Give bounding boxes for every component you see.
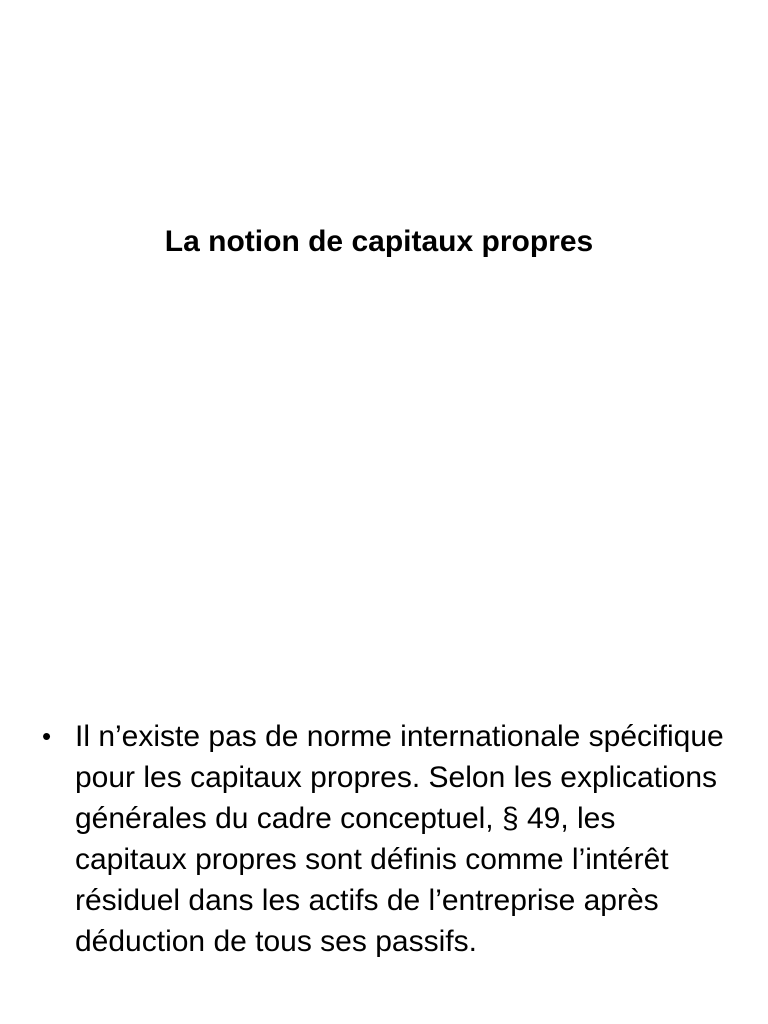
bullet-marker: •	[42, 721, 52, 751]
slide-title: La notion de capitaux propres	[164, 225, 594, 258]
bullet-text: Il n’existe pas de norme internationale spécifique pour les capitaux propres. Selon les explications générales du cadre conceptuel, § 49, les capitaux propres sont définis comme l’intérêt résiduel dans les actifs de l’entreprise après déduction de tous ses passifs.	[75, 720, 724, 958]
bullet-list	[40, 716, 730, 962]
bullet-item	[40, 716, 730, 962]
